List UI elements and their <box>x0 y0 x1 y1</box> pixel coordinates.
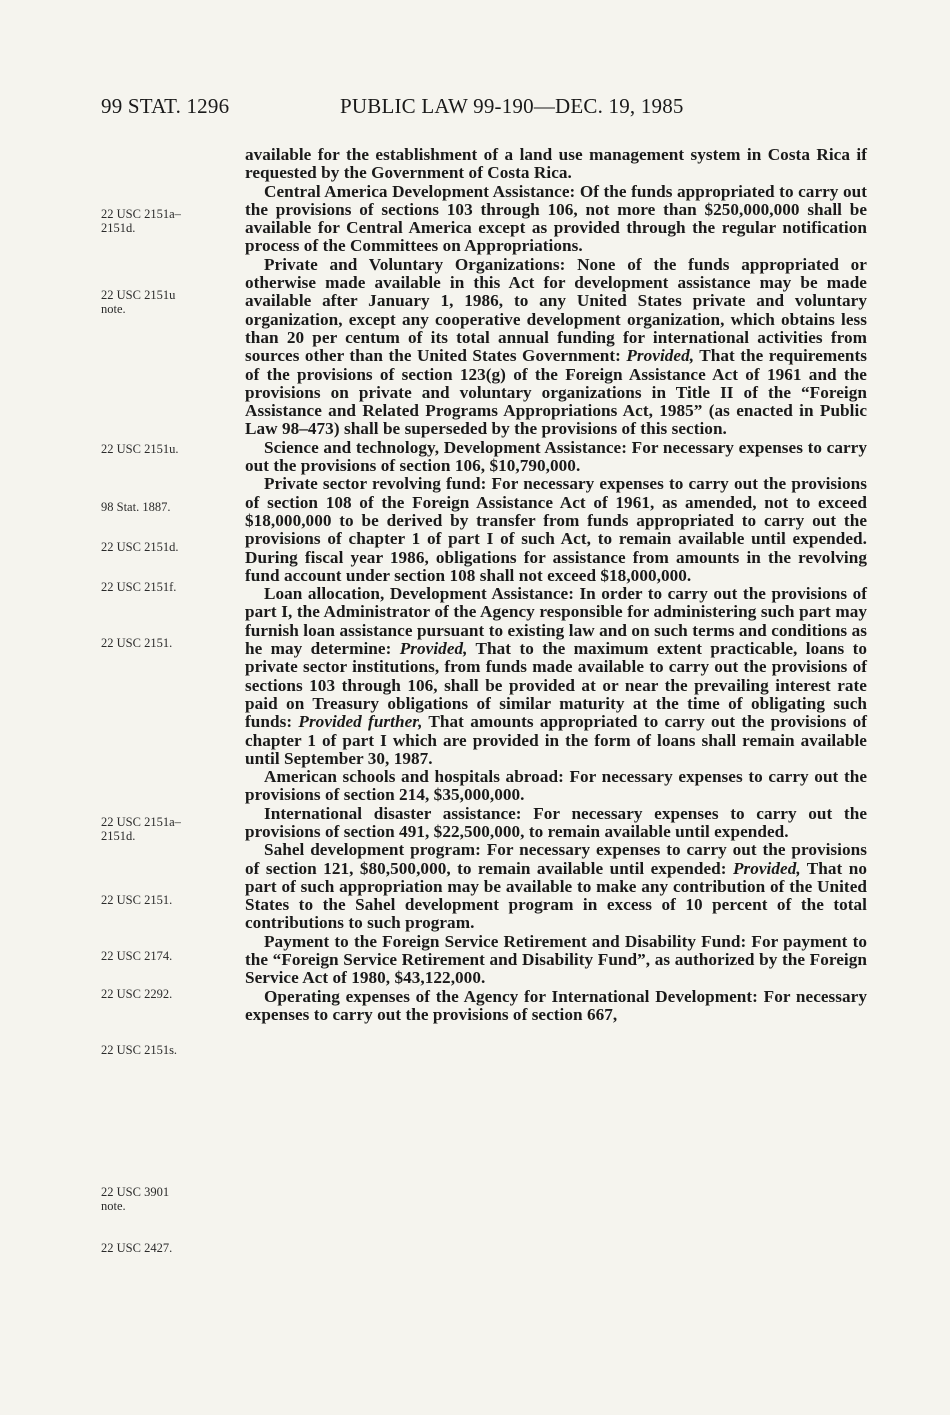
paragraph-american-schools: American schools and hospitals abroad: For necessary expenses to carry out the provisions of section 214, $35,000,000. <box>245 767 867 805</box>
paragraph-sahel: Sahel development program: For necessary expenses to carry out the provisions of section 121, $80,500,000, to remain available until expended: Provided, That no part of such appropriation may be available to make any contribution of the United States to the Sahel development program in excess of 10 percent of the total contributions to such program. <box>245 840 867 933</box>
margin-note: 22 USC 2151d. <box>101 540 179 554</box>
margin-note: 22 USC 2151a– 2151d. <box>101 207 181 235</box>
margin-note: 22 USC 2151. <box>101 893 173 907</box>
paragraph-private-voluntary: Private and Voluntary Organizations: None of the funds appropriated or otherwise made available in this Act for development assistance may be made available after January 1, 1986, to any United States private and voluntary organization, except any cooperative development organization, which obtains less than 20 per centum of its total annual funding for international activities from sources other than the United States Government: Provided, That the requirements of the provisions of section 123(g) of the Foreign Assistance Act of 1961 and the provisions on private and voluntary organizations in Title II of the “Foreign Assistance and Related Programs Appropriations Act, 1985” (as enacted in Public Law 98–473) shall be superseded by the provisions of this section. <box>245 254 867 439</box>
paragraph-costa-rica: available for the establishment of a land use management system in Costa Rica if requested by the Government of Costa Rica. <box>245 145 867 183</box>
margin-note: 22 USC 2174. <box>101 949 173 963</box>
running-head: PUBLIC LAW 99-190—DEC. 19, 1985 <box>340 94 684 118</box>
margin-note: 22 USC 2151a– 2151d. <box>101 815 181 843</box>
paragraph-foreign-service-fund: Payment to the Foreign Service Retirement and Disability Fund: For payment to the “Foreign Service Retirement and Disability Fund”, as authorized by the Foreign Service Act of 1980, $43,122,000. <box>245 931 867 988</box>
margin-note: 22 USC 2151f. <box>101 580 177 594</box>
margin-note: 22 USC 2292. <box>101 987 173 1001</box>
paragraph-loan-allocation: Loan allocation, Development Assistance: In order to carry out the provisions of part I, the Administrator of the Agency responsible for administering such part may furnish loan assistance pursuant to existing law and on such terms and conditions as he may determine: Provided, That to the maximum extent practicable, loans to private sector institutions, from funds made available to carry out the provisions of sections 103 through 106, shall be provided at or near the prevailing interest rate paid on Treasury obligations of similar maturity at the time of obligating such funds: Provided further, That amounts appropriated to carry out the provisions of chapter 1 of part I which are provided in the form of loans shall remain available until September 30, 1987. <box>245 584 867 768</box>
paragraph-disaster-assistance: International disaster assistance: For necessary expenses to carry out the provisions of section 491, $22,500,000, to remain available until expended. <box>245 803 867 841</box>
margin-note: 22 USC 2151s. <box>101 1043 178 1057</box>
paragraph-central-america: Central America Development Assistance: Of the funds appropriated to carry out the provisions of sections 103 through 106, not more than $250,000,000 shall be available for Central America except as provided through the regular notification process of the Committees on Appropriations. <box>245 181 867 256</box>
paragraph-operating-expenses: Operating expenses of the Agency for International Development: For necessary expenses to carry out the provisions of section 667, <box>245 986 867 1024</box>
margin-note: 22 USC 2151u. <box>101 442 179 456</box>
margin-note: 22 USC 2151u note. <box>101 288 176 316</box>
margin-note: 98 Stat. 1887. <box>101 500 171 514</box>
statute-page-number: 99 STAT. 1296 <box>101 94 230 118</box>
paragraph-revolving-fund: Private sector revolving fund: For necessary expenses to carry out the provisions of section 108 of the Foreign Assistance Act of 1961, as amended, not to exceed $18,000,000 to be derived by transfer from funds appropriated to carry out the provisions of chapter 1 of part I of such Act, to remain available until expended. During fiscal year 1986, obligations for assistance from amounts in the revolving fund account under section 108 shall not exceed $18,000,000. <box>245 474 867 585</box>
paragraph-science-technology: Science and technology, Development Assistance: For necessary expenses to carry out the provisions of section 106, $10,790,000. <box>245 437 867 476</box>
margin-note: 22 USC 3901 note. <box>101 1185 170 1213</box>
margin-note: 22 USC 2151. <box>101 636 173 650</box>
margin-note: 22 USC 2427. <box>101 1241 173 1255</box>
body-text <box>245 146 867 1024</box>
